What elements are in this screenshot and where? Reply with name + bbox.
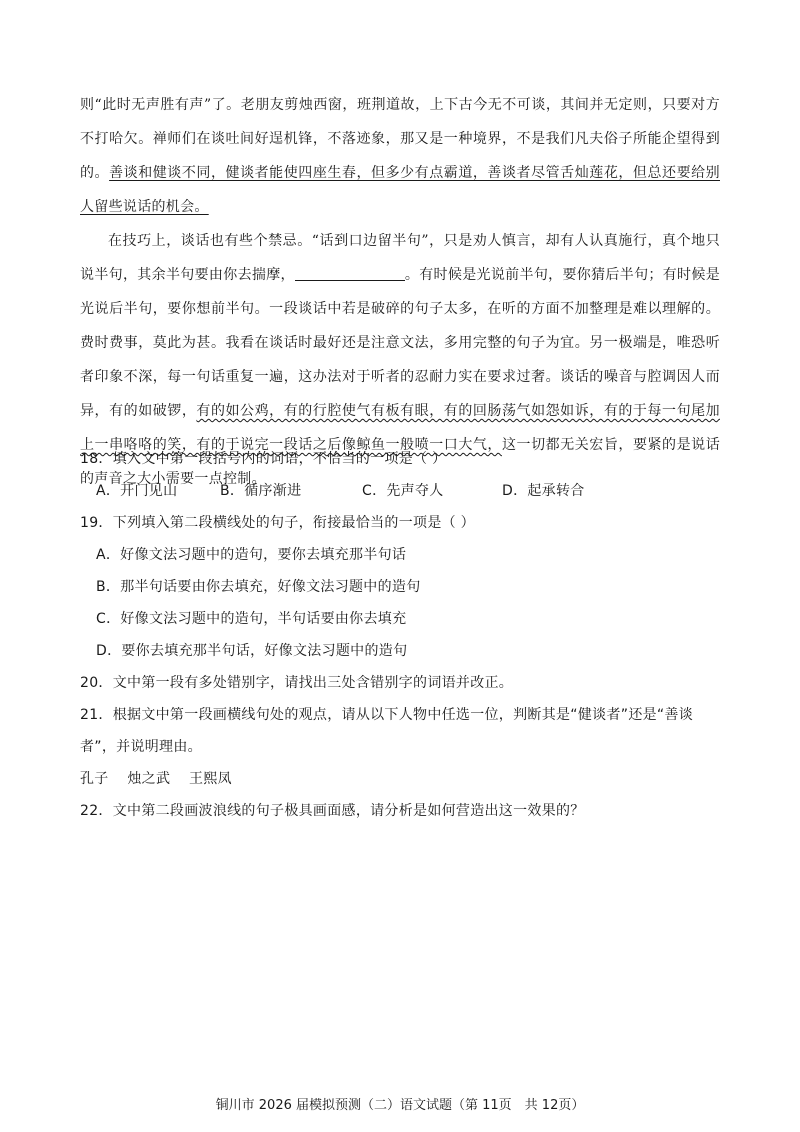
option-18-a: A．开门见山 (96, 483, 178, 499)
question-21: 21．根据文中第一段画横线句处的观点，请从以下人物中任选一位，判断其是“健谈者”还是“善谈者”，并说明理由。 (80, 707, 694, 755)
name-zhuzhiwu: 烛之武 (127, 771, 171, 787)
option-19-d: D．要你去填充那半句话，好像文法习题中的造句 (96, 643, 408, 659)
question-18: 18．填入文中第一段括号内的词语，不恰当的一项是（ ） (80, 451, 447, 467)
fill-in-blank (295, 266, 405, 281)
paragraph-1-text: 则“此时无声胜有声”了。老朋友剪烛西窗，班荆道故，上下古今无不可谈，其间并无定则，只要对方不打哈欠。禅师们在谈吐间好逞机锋，不落迹象，那又是一种境界，不是我们凡夫俗子所能企望得到的。 (80, 97, 720, 181)
option-19-b: B．那半句话要由你去填充，好像文法习题中的造句 (96, 579, 421, 595)
question-21-names (80, 763, 720, 795)
question-18-options (80, 475, 720, 507)
paragraph-2-text-c: 这一切都无关宏旨，要紧的是说话的声音之大小需要一点控制。 (80, 437, 720, 487)
passage-paragraph-1 (80, 88, 720, 224)
paragraph-2-text-b: 。有时候是光说前半句，要你猜后半句；有时候是光说后半句，要你想前半句。一段谈话中若是破碎的句子太多，在听的方面不加整理是难以理解的。费时费事，莫此为甚。我看在谈话时最好还是注意文法，多用完整的句子为宜。另一极端是，唯恐听者印象不深，每一句话重复一遍，这办法对于听者的忍耐力实在要求过奢。谈话的噪音与腔调因人而异，有的如破锣， (80, 267, 721, 419)
question-list (80, 443, 720, 827)
option-19-a: A．好像文法习题中的造句，要你去填充那半句话 (96, 547, 407, 563)
option-18-d: D．起承转合 (502, 483, 585, 499)
paragraph-2-text-a: 在技巧上，谈话也有些个禁忌。“话到口边留半句”，只是劝人慎言，却有人认真施行，真个地只说半句，其余半句要由你去揣摩， (80, 233, 720, 283)
name-kongzi: 孔子 (80, 771, 109, 787)
question-20: 20．文中第一段有多处错别字，请找出三处含错别字的词语并改正。 (80, 675, 514, 691)
option-18-c: C．先声夺人 (362, 483, 444, 499)
wavy-underlined-sentence: 有的如公鸡，有的行腔使气有板有眼，有的回肠荡气如怨如诉，有的于每一句尾加上一串咯咯的笑，有的于说完一段话之后像鲸鱼一般喷一口大气， (80, 403, 720, 453)
reading-passage (80, 88, 720, 496)
option-19-c: C．好像文法习题中的造句，半句话要由你去填充 (96, 611, 407, 627)
option-18-b: B．循序渐进 (220, 483, 302, 499)
page-footer: 铜川市 2026 届模拟预测（二）语文试题（第 11页 共 12页） (215, 1098, 585, 1113)
question-19: 19．下列填入第二段横线处的句子，衔接最恰当的一项是（ ） (80, 515, 475, 531)
underlined-sentence: 善谈和健谈不同，健谈者能使四座生春，但多少有点霸道，善谈者尽管舌灿莲花，但总还要给别人留些说话的机会。 (80, 165, 720, 215)
question-22: 22．文中第二段画波浪线的句子极具画面感，请分析是如何营造出这一效果的？ (80, 803, 585, 819)
name-wangxifeng: 王熙凤 (189, 771, 232, 787)
